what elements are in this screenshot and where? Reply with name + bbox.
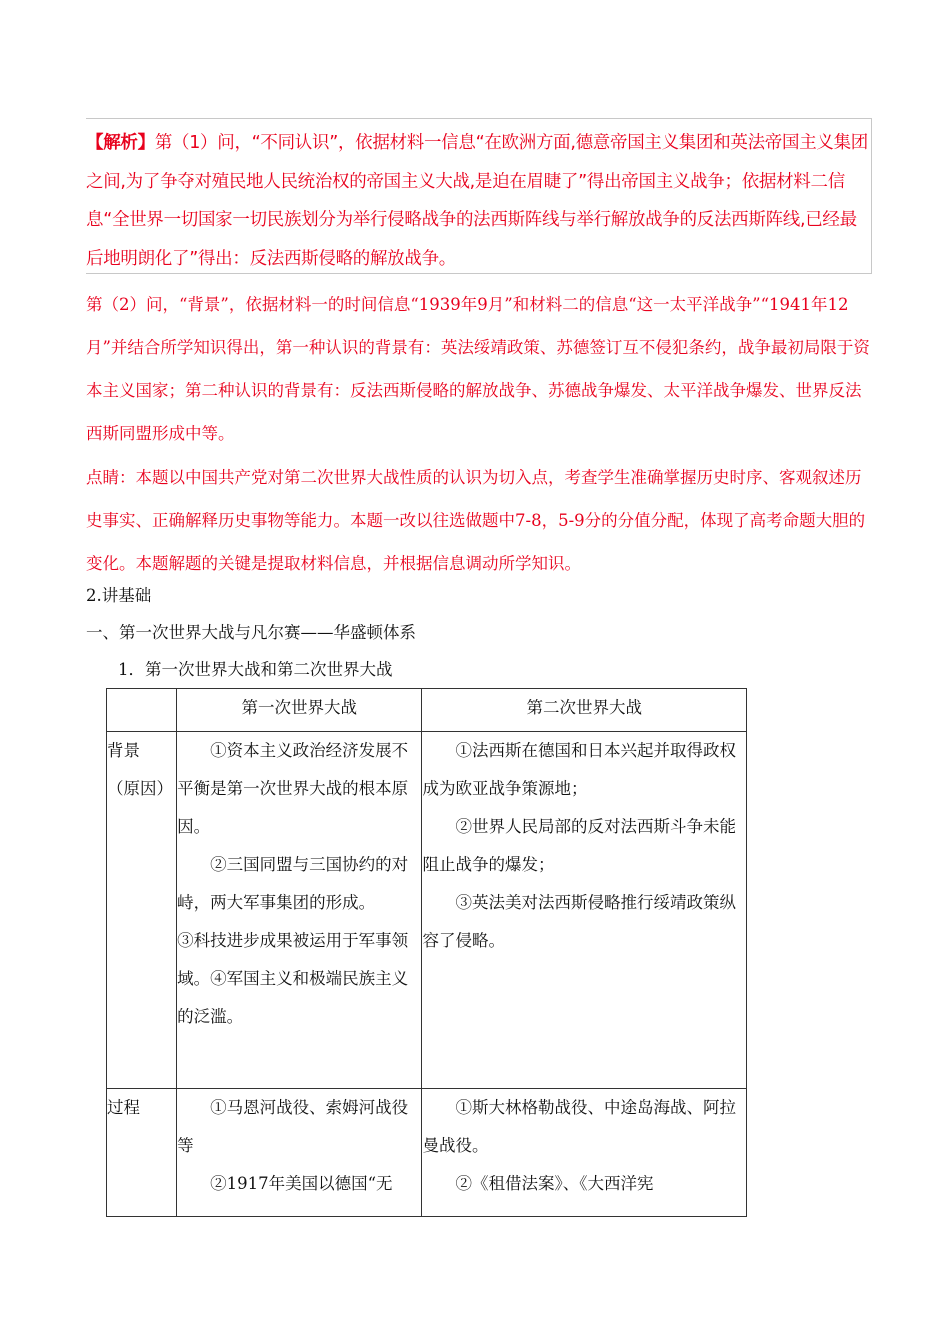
- cell-paragraph: ①资本主义政治经济发展不平衡是第一次世界大战的根本原因。: [177, 741, 409, 836]
- table-header-cell: [107, 689, 177, 732]
- analysis-paragraph: [86, 124, 872, 278]
- cell-paragraph: ①马恩河战役、索姆河战役等: [177, 1098, 409, 1155]
- table-cell: [422, 732, 747, 1089]
- table-header-cell: 第二次世界大战: [422, 689, 747, 732]
- section-number: 2.讲基础: [86, 586, 152, 605]
- table-row: [107, 732, 747, 1089]
- cell-paragraph: ①法西斯在德国和日本兴起并取得政权成为欧亚战争策源地；: [422, 741, 736, 798]
- comment-paragraph: 点睛：本题以中国共产党对第二次世界大战性质的认识为切入点，考查学生准确掌握历史时序、客观叙述历史事实、正确解释历史事物等能力。本题一改以往选做题中7-8，5-9分的分值分配，体现了高考命题大胆的变化。本题解题的关键是提取材料信息，并根据信息调动所学知识。: [86, 468, 866, 573]
- cell-paragraph: ①斯大林格勒战役、中途岛海战、阿拉曼战役。: [422, 1098, 736, 1155]
- table-cell: [422, 1089, 747, 1217]
- cell-paragraph: ③英法美对法西斯侵略推行绥靖政策纵容了侵略。: [422, 893, 736, 950]
- table-row: [107, 1089, 747, 1217]
- sub-title: 1．第一次世界大战和第二次世界大战: [118, 660, 393, 679]
- cell-paragraph: ②《租借法案》、《大西洋宪: [455, 1174, 654, 1193]
- row-label: [107, 732, 177, 1089]
- table-header-cell: 第一次世界大战: [177, 689, 422, 732]
- section-title: 一、第一次世界大战与凡尔赛——华盛顿体系: [86, 623, 416, 642]
- part2-paragraph: 第（2）问，“背景”，依据材料一的时间信息“1939年9月”和材料二的信息“这一太平洋战争”“1941年12月”并结合所学知识得出，第一种认识的背景有：英法绥靖政策、苏德签订互不侵犯条约，战争最初局限于资本主义国家；第二种认识的背景有：反法西斯侵略的解放战争、苏德战争爆发、太平洋战争爆发、世界反法西斯同盟形成中等。: [86, 295, 870, 443]
- cell-paragraph: ②世界人民局部的反对法西斯斗争未能阻止战争的爆发；: [422, 817, 736, 874]
- cell-paragraph: ②三国同盟与三国协约的对峙，两大军事集团的形成。: [177, 855, 409, 912]
- row-label: 过程: [107, 1089, 177, 1217]
- table-header-row: [107, 689, 747, 732]
- cell-paragraph: ③科技进步成果被运用于军事领域。④军国主义和极端民族主义的泛滥。: [177, 931, 409, 1026]
- table-cell: [177, 732, 422, 1089]
- analysis-tag: 【解析】: [86, 133, 155, 153]
- table-cell: [177, 1089, 422, 1217]
- wars-comparison-table: [106, 688, 747, 1217]
- row-label-line: （原因）: [107, 779, 173, 798]
- row-label-line: 背景: [107, 741, 140, 760]
- analysis-body: 第（1）问，“不同认识”，依据材料一信息“在欧洲方面,德意帝国主义集团和英法帝国主义集团之间,为了争夺对殖民地人民统治权的帝国主义大战,是迫在眉睫了”得出帝国主义战争；依据材料二信息“全世界一切国家一切民族划分为举行侵略战争的法西斯阵线与举行解放战争的反法西斯阵线,已经最后地明朗化了”得出：反法西斯侵略的解放战争。: [86, 133, 869, 269]
- cell-paragraph: ②1917年美国以德国“无: [210, 1174, 393, 1193]
